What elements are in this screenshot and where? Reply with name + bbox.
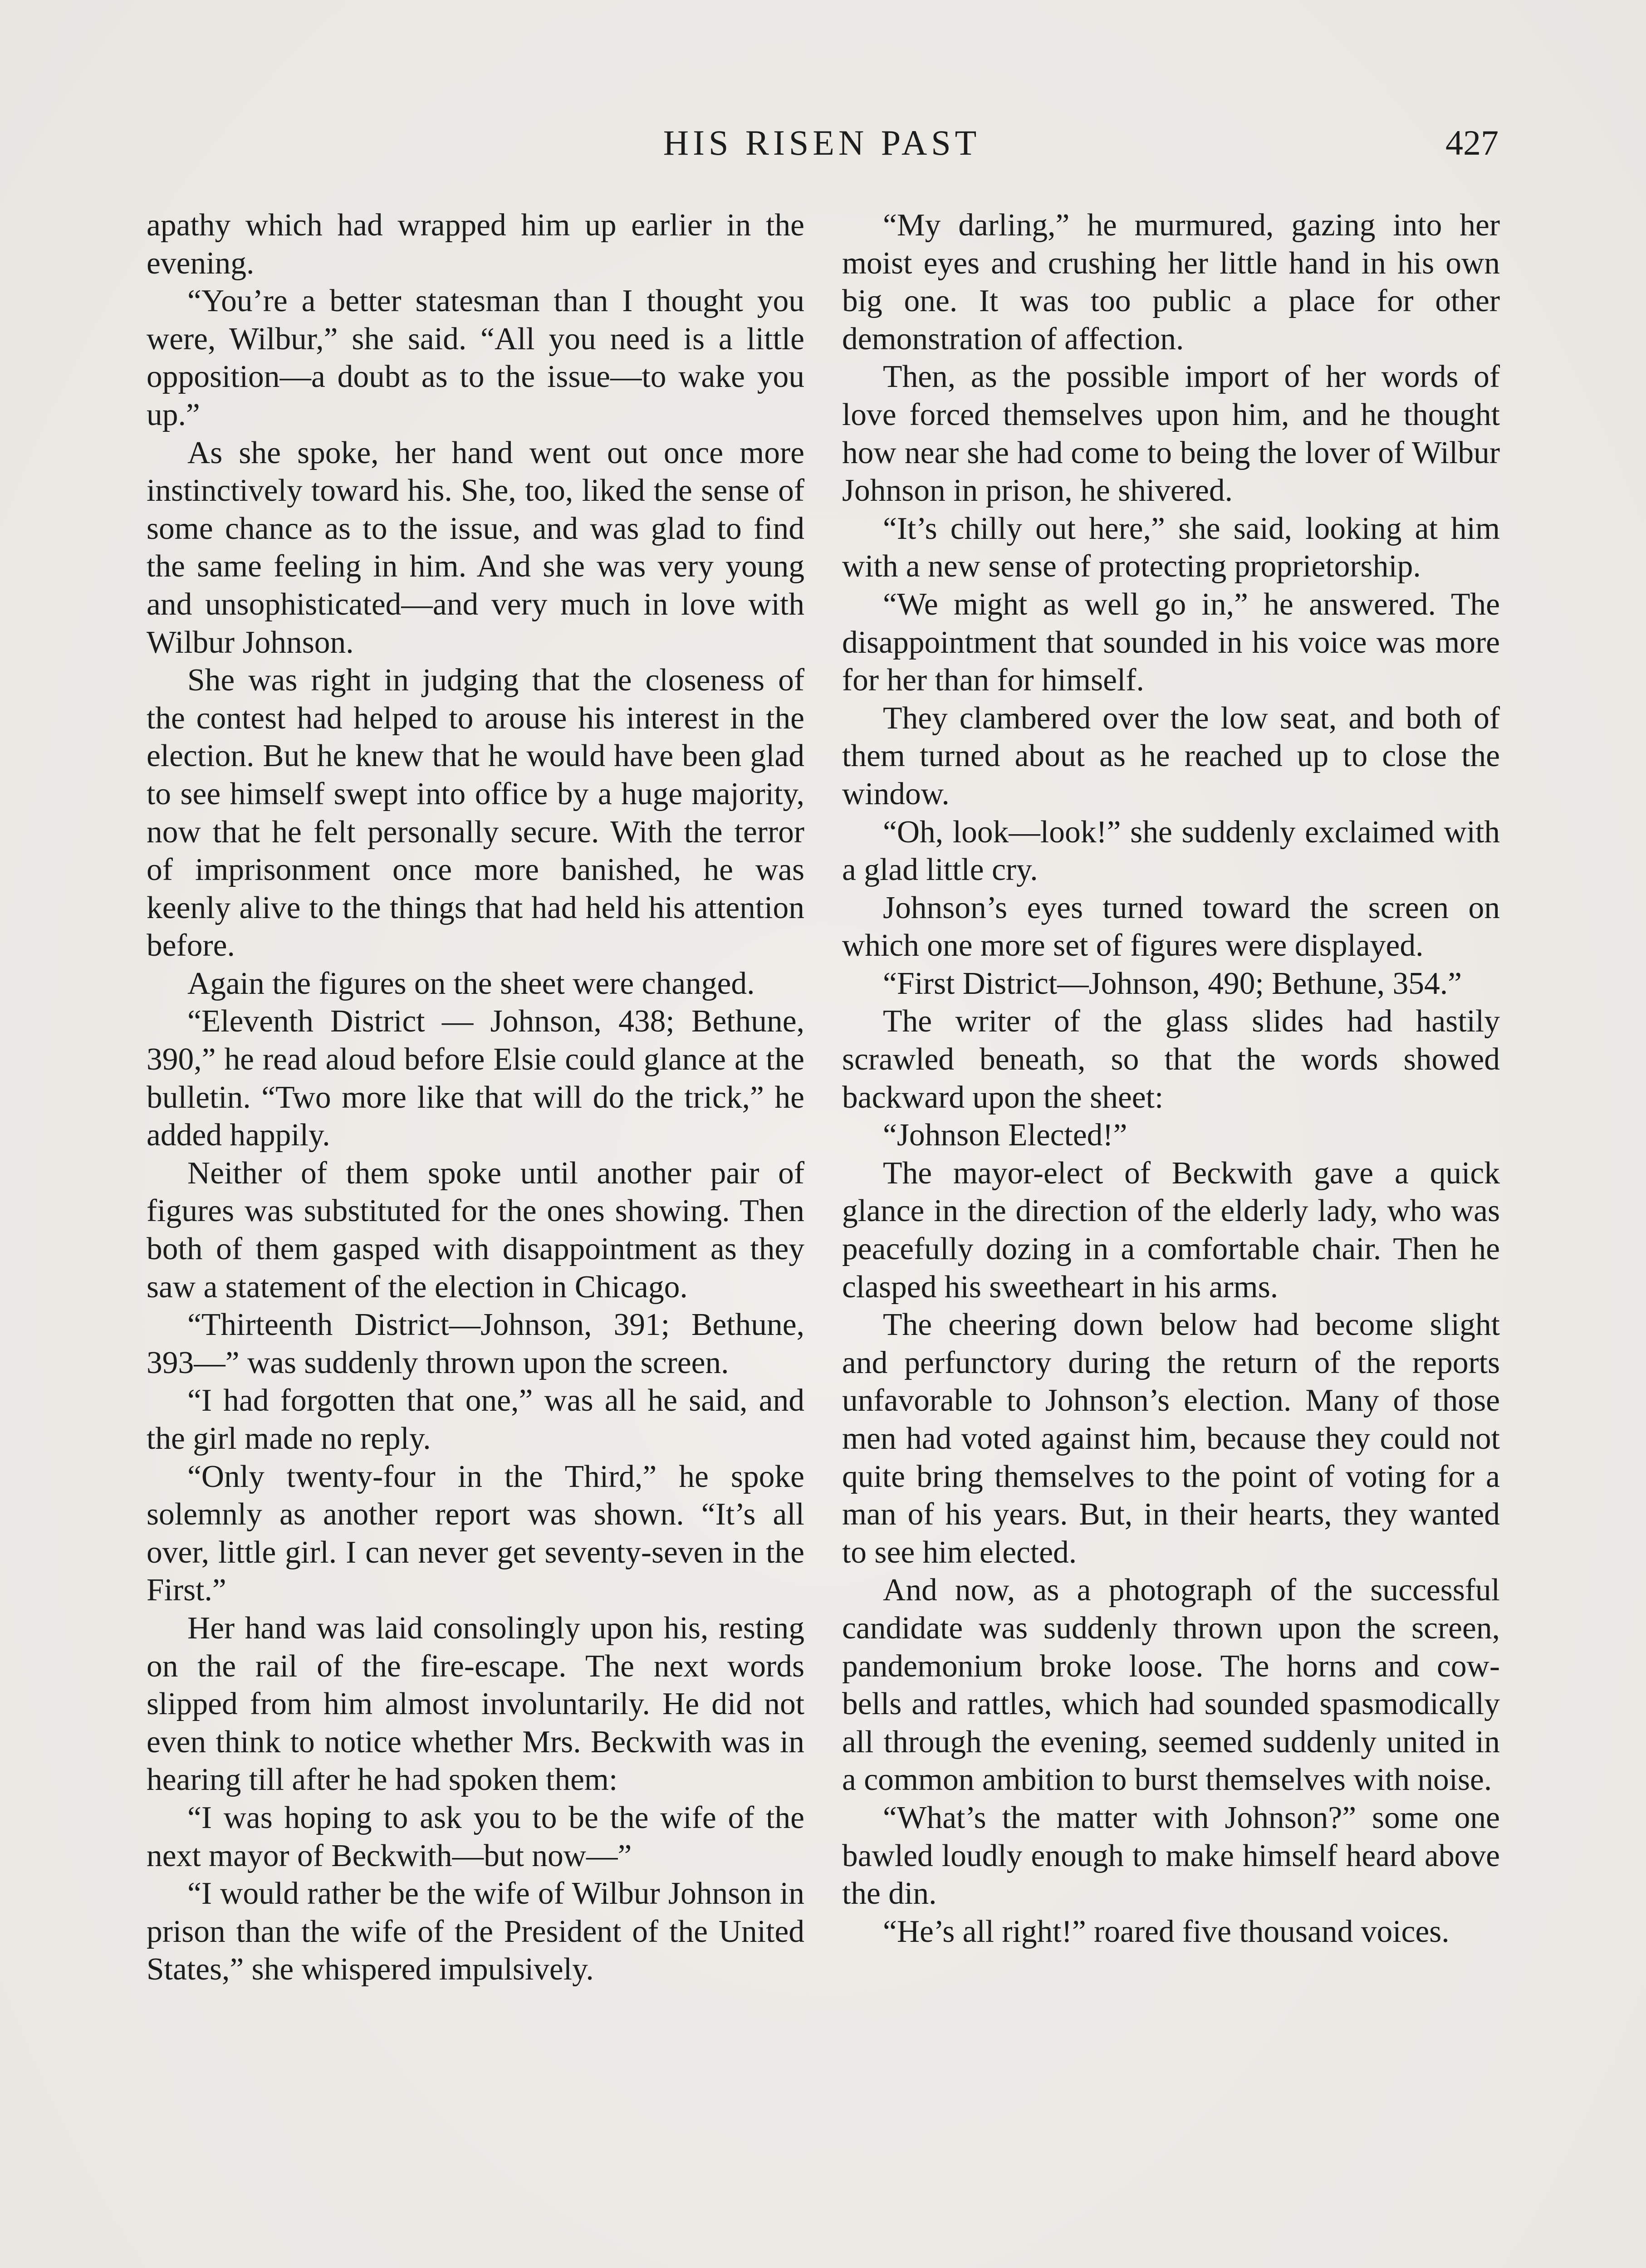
paragraph: They clambered over the low seat, and both of them turned about as he reached up to close the window.	[842, 700, 1500, 811]
paragraph: “Only twenty-four in the Third,” he spoke solemnly as another report was shown. “It’s all over, little girl. I can never get seventy-seven in the First.”	[147, 1459, 804, 1608]
paragraph: The mayor-elect of Beckwith gave a quick glance in the direction of the elderly lady, who was peacefully dozing in a comfortable chair. Then he clasped his sweetheart in his arms.	[842, 1155, 1500, 1305]
paragraph: Again the figures on the sheet were changed.	[187, 966, 755, 1001]
paragraph: The cheering down below had become slight and perfunctory during the return of the reports unfavorable to Johnson’s election. Many of those men had voted against him, because they could not quite bring themselves to the point of voting for a man of his years. But, in their hearts, they wanted to see him elected.	[842, 1307, 1500, 1570]
left-column	[147, 206, 804, 1989]
paragraph: “We might as well go in,” he answered. The disappointment that sounded in his voice was more for her than for himself.	[842, 587, 1500, 698]
paragraph: “I was hoping to ask you to be the wife of the next mayor of Beckwith—but now—”	[147, 1800, 804, 1873]
paragraph: “First District—Johnson, 490; Bethune, 354.”	[883, 966, 1462, 1001]
running-title: HIS RISEN PAST	[663, 123, 981, 162]
paragraph: “I had forgotten that one,” was all he said, and the girl made no reply.	[147, 1383, 804, 1456]
paragraph: “You’re a better statesman than I thought you were, Wilbur,” she said. “All you need is a little opposition—a doubt as to the issue—to wake you up.”	[147, 284, 804, 432]
running-head	[145, 122, 1499, 181]
page-number: 427	[1445, 123, 1499, 162]
paragraph: “It’s chilly out here,” she said, looking at him with a new sense of protecting proprietorship.	[842, 511, 1500, 584]
paragraph: Her hand was laid consolingly upon his, resting on the rail of the fire-escape. The next words slipped from him almost involuntarily. He did not even think to notice whether Mrs. Beckwith was in hearing till after he had spoken them:	[147, 1610, 804, 1798]
paragraph: As she spoke, her hand went out once more instinctively toward his. She, too, liked the sense of some chance as to the issue, and was glad to find the same feeling in him. And she was very young and unsophisticated—and very much in love with Wilbur Johnson.	[147, 435, 804, 660]
right-column	[842, 206, 1500, 1950]
paragraph: “Oh, look—look!” she suddenly exclaimed with a glad little cry.	[842, 814, 1500, 888]
paragraph: “I would rather be the wife of Wilbur Johnson in prison than the wife of the President of the United States,” she whispered impulsively.	[147, 1876, 804, 1987]
paragraph: “My darling,” he murmured, gazing into her moist eyes and crushing her little hand in his own big one. It was too public a place for other demonstration of affection.	[842, 208, 1500, 357]
paragraph: And now, as a photograph of the successful candidate was suddenly thrown upon the screen, pandemonium broke loose. The horns and cow-bells and rattles, which had sounded spasmodically all through the evening, seemed suddenly united in a common ambition to burst themselves with noise.	[842, 1573, 1500, 1798]
paragraph: “What’s the matter with Johnson?” some one bawled loudly enough to make himself heard above the din.	[842, 1800, 1500, 1911]
paragraph: “Thirteenth District—Johnson, 391; Bethune, 393—” was suddenly thrown upon the screen.	[147, 1307, 804, 1380]
paragraph: Johnson’s eyes turned toward the screen on which one more set of figures were displayed.	[842, 890, 1500, 963]
paragraph: The writer of the glass slides had hastily scrawled beneath, so that the words showed backward upon the sheet:	[842, 1004, 1500, 1115]
paragraph: Neither of them spoke until another pair of figures was substituted for the ones showing. Then both of them gasped with disappointment as they saw a statement of the election in Chicago.	[147, 1155, 804, 1305]
paragraph: “Eleventh District — Johnson, 438; Bethune, 390,” he read aloud before Elsie could glance at the bulletin. “Two more like that will do the trick,” he added happily.	[147, 1004, 804, 1153]
paragraph: She was right in judging that the closeness of the contest had helped to arouse his interest in the election. But he knew that he would have been glad to see himself swept into office by a huge majority, now that he felt personally secure. With the terror of imprisonment once more banished, he was keenly alive to the things that had held his attention before.	[147, 663, 804, 963]
paragraph: apathy which had wrapped him up earlier in the evening.	[147, 208, 804, 281]
paragraph: “He’s all right!” roared five thousand voices.	[883, 1914, 1450, 1949]
paragraph: Then, as the possible import of her words of love forced themselves upon him, and he thought how near she had come to being the lover of Wilbur Johnson in prison, he shivered.	[842, 359, 1500, 508]
paragraph: “Johnson Elected!”	[883, 1118, 1127, 1153]
